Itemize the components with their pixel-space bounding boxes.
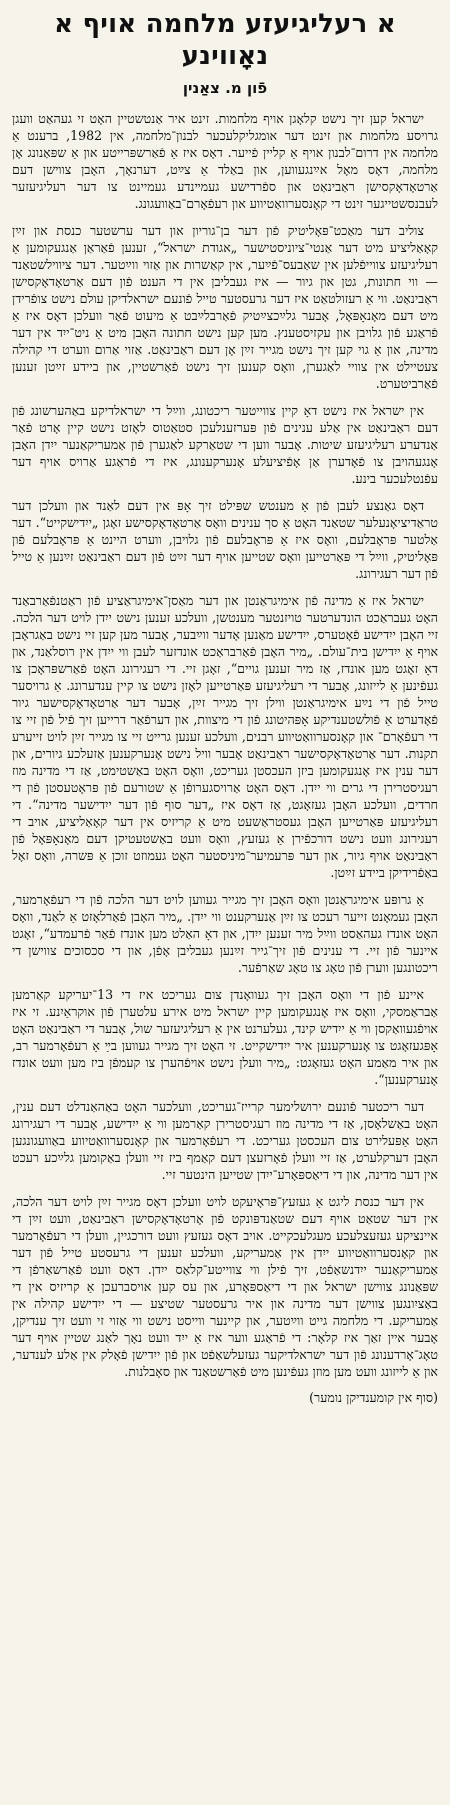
article-paragraph: דאָס גאַנצע לעבן פֿון אַ מענטש שפּילט זיך אָפּ אין דעם לאַנד און וועלכן דער טראַדיציאָנעלער שטאַנד האָט אַ סך ענינים וואָס אַרטאָדאָקסישע זאָגן „ייִדישקייט“. דער אַלטער פּראָבלעם, וואָס איז אַ פּראָבלעם פֿון גלויבן, ווערט היינט אַ פּראָבלעם פֿון פּאָליטיק, ווײַל די פּאַרטייען וואָס שטייען אויף דער זײַט פֿון דעם ראַבינאַט זײַנען אַ טייל פֿון דער רעגירונג. (12, 498, 438, 581)
article-paragraph: ישראל קען זיך נישט קלאָגן אויף מלחמות. זינט איר אַנטשטיין האָט זי געהאַט וועגן גרויסע מלחמות און זינט דער אומגליקלעכער לבנון־מלחמה, אין 1982, ברענט אַ מלחמה אין דרום־לבנון אויף אַ קליין פֿייער. דאָס איז אַ פֿאַרשפּרייטע און אַ שפּאַנונג אָן מלחמה, דאָס מאָל אײַנגעווען, און באַלד אַ צײַט, דערנאָך, האָבן צווישן דעם אַרטאָדאָקסישן ראַבינאַט און ספֿרדישע געמײנדע געמיינט צו דער רעליגיעזער לעבנסשטייגער זינט די קאָנסערוואַטיווע און רעפֿאָרם־באַוועגונג. (12, 111, 438, 211)
article-paragraph: ישראל איז אַ מדינה פֿון אימיגראַנטן און דער מאַסן־אימיגראַציע פֿון ראַטנפֿאַרבאַנד האָט געבראַכט הונדערטער טויזנטער מענטשן, וועלכע זענען נישט ייִדן לויט דער הלכה. זיי האָבן ייִדישע פֿאָטערס, ייִדישע מאַנען אָדער ווײַבער, אָבער מען קען זיי נישט באַגראָבן אויף אַ ייִדישן בית־עולם. „מיר האָבן פֿאַרבראַכט אונדזער לעבן ווי ייִדן אין רוסלאַנד, און דאָ זאָגט מען אונדז, אַז מיר זענען גויים“, זאָגן זיי. די רעגירונג האָט פֿאַרשפּראָכן צו געפֿינען אַ לייזונג, אָבער די רעליגיעזע פּאַרטייען לאָזן נישט צו קיין ענדערונג. אַ גרויסער טייל פֿון די נײַע אימיגראַנטן ווילן זיך מגייר זײַן, אָבער דער אַרטאָדאָקסישער גיור פֿאָדערט אַ פֿולשטענדיקע אָפּהיטונג פֿון די מיצוות, און דערפֿאַר דרייען זיך פֿיל פֿון זיי צו די רעפֿאָרם־ און קאָנסערוואַטיווע רבנים, וועלכע זענען גרייט זיי צו מגייר זײַן לויט זייערע תקנות. דער אַרטאָדאָקסישער ראַבינאַט אָבער וויל נישט אָנערקענען אַזעלכע גיורים, און דער ענין איז אָנגעקומען ביזן העכסטן געריכט, וואָס האָט באַשטימט, אַז די מדינה מוז רעגיסטרירן די גרים ווי ייִדן. דאָס האָט אַרויסגערופֿן אַ שטורעם פֿון פּראָטעסטן פֿון די חרדים, וועלכע האָבן געזאָגט, אַז דאָס איז „דער סוף פֿון דער ייִדישער מדינה“. די רעליגיעזע פּאַרטייען האָבן געסטראַשעט מיט אַ קריזיס אין דער קאָאַליציע, אויב די רעגירונג וועט נישט דורכפֿירן אַ געזעץ, וואָס וועט באַשטעטיקן דעם מאָנאָפּאָל פֿון ראַבינאַט אויף גיור, און דער פּרעמיער־מיניסטער האָט געמוזט זוכן אַ פּשרה, וואָס זאָל באַפֿרידיקן ביידע זײַטן. (12, 593, 438, 880)
article-paragraph: צוליב דער מאַכט־פּאָליטיק פֿון דער בן־גוריון און דער ערשטער כנסת און זײַן קאָאַליציע מיט דער אַנטי־ציוניסטישער „אגודת ישראל“, זענען פֿאַראַן אַנגעקומען אַ רעליגיעזע צווייפֿלען אין שאַבעס־פֿײַער, אין קאַשרות און אַזוי ווײַטער. דער ציווילשטאַנד — ווי חתונות, גטן און גיור — איז געבליבן אין די הענט פֿון דעם אַרטאָדאָקסישן ראַבינאַט. ווי אַ רעזולטאַט איז דער גרעסטער טייל פֿונעם ישראלדיקן עולם נישט צופֿרידן מיט דעם מאָנאָפּאָל, אָבער גלײַכצײַטיק פֿאַרבלײַבט אַ מיעוט פֿאַר וועלכן דאָס איז אַ פֿראַגע פֿון גלויבן און עקזיסטענץ. מען קען נישט חתונה האָבן מיט אַ ניט־ייִד אין דער מדינה, און אַ גוי קען זיך נישט מגייר זײַן אָן דעם ראַבינאַט. אַזוי אַרום ווערט די קהילה צעטיילט אין צוויי לאַגערן, וואָס קענען זיך נישט פֿאַרשטיין, און ביידע זײַטן זענען פֿאַרביטערט. (12, 223, 438, 391)
continued-note: (סוף אין קומענדיקן נומער) (309, 1390, 438, 1405)
article-body (12, 110, 438, 1380)
article-title: א רעליגיעזע מלחמה אויף א נאָווינע (54, 9, 396, 71)
article-paragraph: אַ גרופּע אימיגראַנטן וואָס האָבן זיך מגייר געווען לויט דער הלכה פֿון די רעפֿאָרמער, האָבן געמאָנט זייער רעכט צו זײַן אַנערקענט ווי ייִדן. „מיר האָבן פֿאַרלאָזט אַ לאַנד, וואָס האָט אונדז געהאַסט ווײַל מיר זענען ייִדן, און דאָ האַלט מען אונדז פֿאַר פֿרעמדע“, זאָגט איינער פֿון זיי. די ענינים פֿון זיך־גייר זײַנען געבליבן אָפֿן, און די סכסוכים צווישן די ריכטונגען ווערן פֿון טאָג צו טאָג שאַרפֿער. (12, 892, 438, 975)
article-paragraph: איינע פֿון די וואָס האָבן זיך געוואָנדן צום געריכט איז די 13־יעריקע קאַרמען אַבראַמסקי, וואָס איז אָנגעקומען קיין ישראל מיט אירע עלטערן פֿון אוקראַיִנע. זי איז אויפֿגעוואַקסן ווי אַ ייִדיש קינד, געלערנט אין אַ רעליגיעזער שול, אָבער די ראַבינאַט האָט אָפּגעזאָגט צו אָנערקענען איר ייִדישקייט. זי האָט זיך מגייר געווען בײַ אַ רעפֿאָרמער רב, און איר מאַמע האָט געזאָגט: „מיר וועלן נישט אויפֿהערן צו קעמפֿן ביז מען וועט אונדז אָנערקענען“. (12, 987, 438, 1087)
article-byline: פֿון מ. צאַנין (182, 79, 268, 97)
article-paragraph: אין ישראל איז נישט דאָ קיין צווייטער ריכטונג, ווײַל די ישראלדיקע באַהערשונג פֿון דעם ראַבינאַט אין אַלע ענינים פֿון פּערזענלעכן סטאַטוס לאָזט נישט קיין אָרט פֿאַר אַנדערע רעליגיעזע שיטות. אָבער ווען די שטאַרקע לאַגערן פֿון אַמעריקאַנער ייִדן האָבן אָנגעהויבן צו פֿאָדערן אַן אָפֿיציעלע אָנערקענונג, איז די פֿראַגע אַרויס אויף דער עפֿנטלעכער בינע. (12, 403, 438, 486)
article-paragraph: אין דער כנסת ליגט אַ געזעץ־פּראָיעקט לויט וועלכן דאָס מגייר זײַן לויט דער הלכה, אין דער שטאַט אויף דעם שטאַנדפּונקט פֿון אָרטאָדאָקסישן ראַבינאַט, וועט זײַן די איינציקע געזעצלעכע מעגלעכקייט. אויב דאָס געזעץ וועט דורכגיין, וועלן די רעפֿאָרמער און קאָנסערוואַטיווע ייִדן אין אַמעריקע, וועלכע זענען די גרעסטע טייל פֿון דער אַמעריקאַנער ייִדנשאַפֿט, זיך פֿילן ווי צווייטע־קלאַס ייִדן. דאָס וועט פֿאַרשאַרפֿן די שפּאַנונג צווישן ישראל און די דיאַספּאָרע, און עס קען אויסברעכן אַ קריזיס אין די באַציִונגען צווישן דער מדינה און איר גרעסטער שטיצע — די ייִדישע קהילה אין אַמעריקע. די מלחמה גייט ווײַטער, און קיינער ווייסט נישט ווי אַזוי זי וועט זיך ענדיקן, אָבער איין זאַך איז קלאָר: די פֿראַגע ווער איז אַ ייִד וועט נאָך לאַנג שטיין אויף דער טאָג־אָרדענונג פֿון דער ישראלדיקער געזעלשאַפֿט און פֿון ייִדישן פֿאָלק אין אַלע לענדער, און אַ לייזונג וועט מען מוזן געפֿינען מיט פֿאַרשטאַנד און סאָבלנות. (12, 1194, 438, 1379)
article-paragraph: דער ריכטער פֿונעם ירושלימער קרייז־געריכט, וועלכער האָט באַהאַנדלט דעם ענין, האָט באַשלאָסן, אַז די מדינה מוז רעגיסטרירן קאַרמען ווי אַ ייִדישע, אָבער די רעגירונג האָט אַפּעלירט צום העכסטן געריכט. די רעפֿאָרמער און קאָנסערוואַטיווע באַוועגונגען האָבן דערקלערט, אַז זיי וועלן פֿאָרזעצן דעם קאַמף ביז זיי וועלן באַקומען גלײַכע רעכט אין דער מדינה, און די דיאַספּאָרע־ייִדן שטייען הינטער זיי. (12, 1099, 438, 1182)
